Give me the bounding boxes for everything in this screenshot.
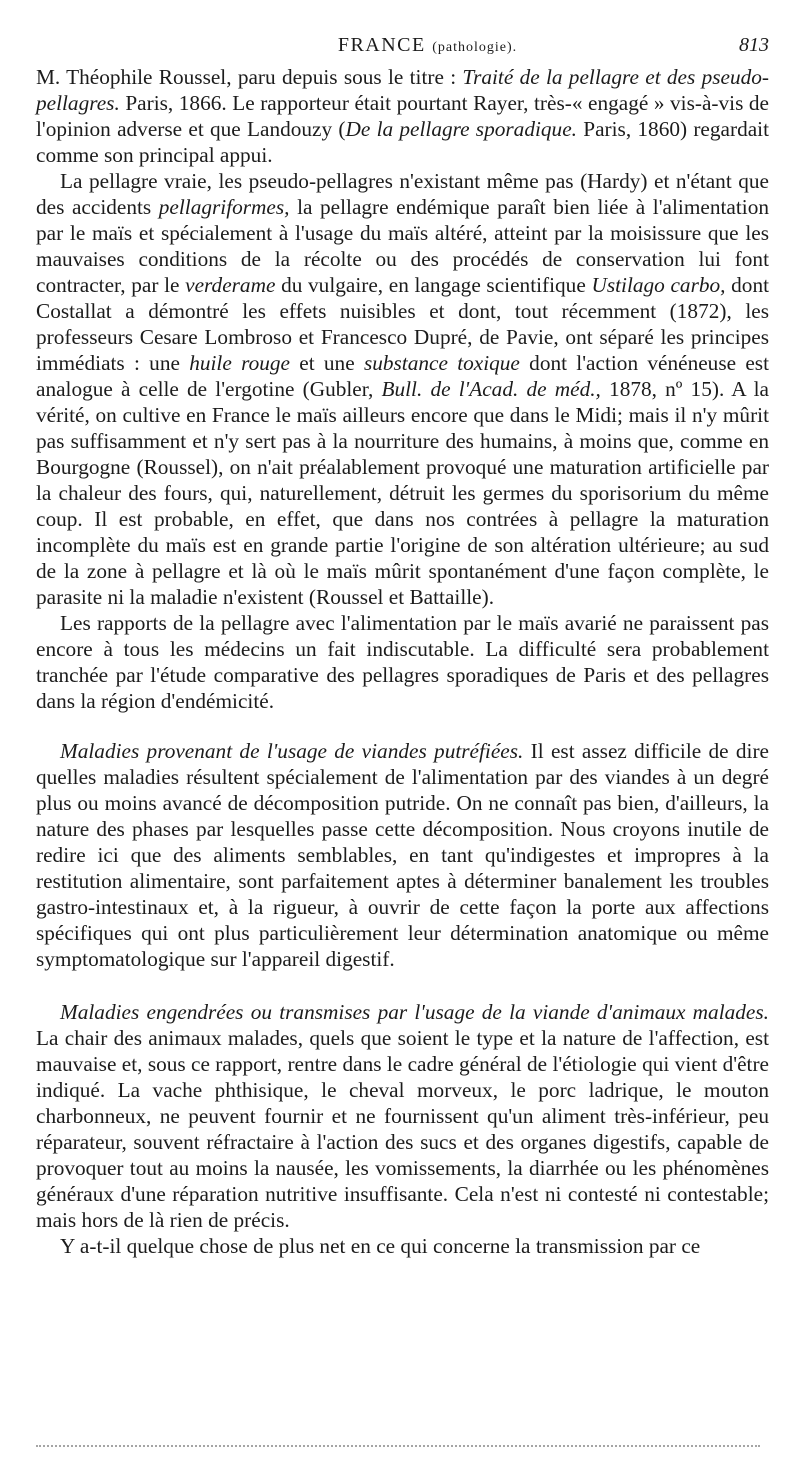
body-text bbox=[36, 64, 769, 1259]
journal-citation: Bull. de l'Acad. de méd., bbox=[381, 377, 601, 401]
italic-term: huile rouge bbox=[189, 351, 290, 375]
text-run: M. Théophile Roussel, paru depuis sous le titre : bbox=[36, 65, 463, 89]
text-run: Paris, 1860) regardait comme son principal appui. bbox=[36, 117, 770, 167]
italic-term: pellagriformes, bbox=[158, 195, 290, 219]
text-run: du vulgaire, en langage scientifique bbox=[275, 273, 592, 297]
paragraph-roussel-citation bbox=[36, 64, 769, 168]
running-title bbox=[298, 32, 517, 61]
running-title-main: FRANCE bbox=[337, 34, 426, 56]
text-run: Il est assez difficile de dire quelles maladies résultent spécialement de l'alimentation par des viandes à un degré plus ou moins avancé de décomposition putride. On ne connaît pas bien, d'ailleurs, la nature des phases par lesquelles passe cette décomposition. Nous croyons inutile de redire ici que des aliments semblables, en tant qu'indigestes et impropres à la restitution alimentaire, sont parfaitement aptes à déterminer banalement les troubles gastro-intestinaux et, à la rigueur, à ouvrir de cette façon la porte aux affections spécifiques qui ont plus particulièrement leur détermination anatomique ou même symptomatologique sur l'appareil digestif. bbox=[36, 739, 769, 971]
paragraph-pellagre-vraie bbox=[36, 168, 769, 610]
running-title-sub: (pathologie). bbox=[432, 40, 518, 55]
section-heading: Maladies engendrées ou transmises par l'usage de la viande d'animaux malades. bbox=[60, 1000, 769, 1024]
italic-term: substance toxique bbox=[363, 351, 520, 375]
page-number: 813 bbox=[738, 34, 769, 56]
footer-dotted-rule bbox=[36, 1445, 760, 1447]
italic-term: Ustilago carbo, bbox=[591, 273, 726, 297]
text-run: Paris, 1866. Le rapporteur était pourtant Rayer, très-« engagé » vis-à-vis de l'opinion adverse et que Landouzy ( bbox=[36, 91, 769, 141]
section-heading: Maladies provenant de l'usage de viandes putréfiées. bbox=[60, 739, 524, 763]
text-run: La chair des animaux malades, quels que soient le type et la nature de l'affection, est mauvaise et, sous ce rapport, rentre dans le cadre général de l'étiologie qui vient d'être indiqué. La vache phthisique, le cheval morveux, le porc ladrique, le mouton charbonneux, ne peuvent fournir et ne fournissent qu'un aliment très-inférieur, peu réparateur, souvent réfractaire à l'action des sucs et des organes digestifs, capable de provoquer tout au moins la nausée, les vomissements, la diarrhée ou les phénomènes généraux d'une réparation nutritive insuffisante. Cela n'est ni contesté ni contestable; mais hors de là rien de précis. bbox=[36, 1026, 769, 1232]
text-run: la pellagre endémique paraît bien liée à l'alimentation par le maïs et spécialement à l'usage du maïs altéré, atteint par la moisissure que les mauvaises conditions de la récolte ou des procédés de conservation lui font contracter, par le bbox=[36, 195, 769, 297]
paragraph-viandes-putrefiees bbox=[36, 738, 769, 972]
text-run: Y a-t-il quelque chose de plus net en ce qui concerne la transmission par ce bbox=[60, 1234, 701, 1258]
paragraph-animaux-malades bbox=[36, 999, 769, 1233]
running-header bbox=[36, 32, 769, 60]
italic-term: verderame bbox=[185, 273, 276, 297]
text-run: Les rapports de la pellagre avec l'alimentation par le maïs avarié ne paraissent pas encore à tous les médecins un fait indiscutable. La difficulté sera probablement tranchée par l'étude comparative des pellagres sporadiques de Paris et des pellagres dans la région d'endémicité. bbox=[36, 611, 769, 713]
text-run: 1878, nº 15). A la vérité, on cultive en France le maïs ailleurs encore que dans le Midi; mais il n'y mûrit pas suffisamment et n'y sert pas à la nourriture des humains, à moins que, comme en Bourgogne (Roussel), on n'ait préalablement provoqué une maturation artificielle par la chaleur des fours, qui, naturellement, détruit les germes du sporisorium du même coup. Il est probable, en effet, que dans nos contrées à pellagre la maturation incomplète du maïs est en grande partie l'origine de son altération ultérieure; au sud de la zone à pellagre et là où le maïs mûrit spontanément d'une façon complète, le parasite ni la maladie n'existent (Roussel et Battaille). bbox=[36, 377, 770, 609]
text-run: dont l'action vénéneuse est analogue à celle de l'ergotine (Gubler, bbox=[36, 351, 769, 401]
text-run: La pellagre vraie, les pseudo-pellagres n'existant même pas (Hardy) et n'étant que des accidents bbox=[36, 169, 769, 219]
book-title: Traité de la pellagre et des pseudo-pellagres. bbox=[36, 65, 770, 115]
book-title: De la pellagre sporadique. bbox=[345, 117, 577, 141]
text-run: dont Costallat a démontré les effets nuisibles et dont, tout récemment (1872), les professeurs Cesare Lombroso et Francesco Dupré, de Pavie, ont séparé les principes immédiats : une bbox=[36, 273, 770, 375]
paragraph-rapports-pellagre bbox=[36, 610, 769, 714]
text-run: et une bbox=[289, 351, 364, 375]
paragraph-transmission bbox=[36, 1233, 769, 1259]
